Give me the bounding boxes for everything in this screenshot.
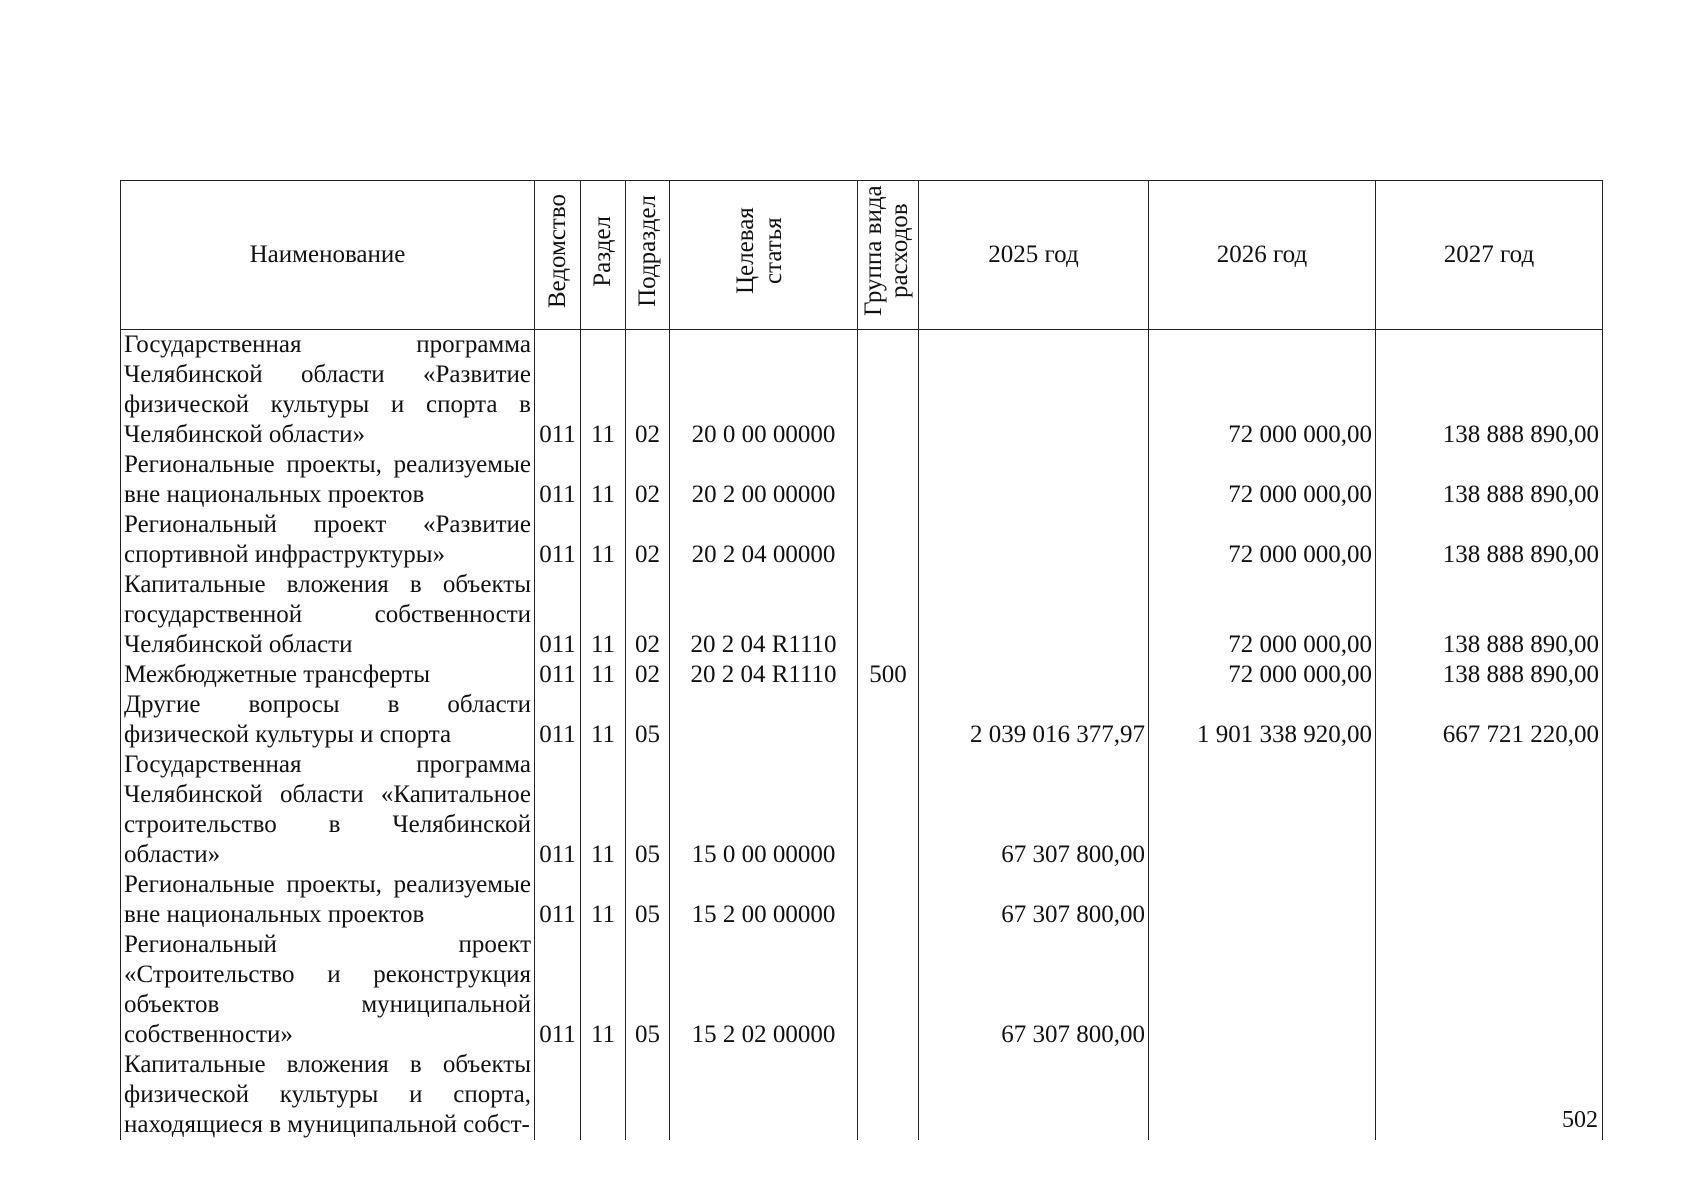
cell-podrazdel: 02: [626, 570, 670, 660]
cell-razdel: 11: [581, 570, 626, 660]
cell-year-2027: 667 721 220,00: [1376, 690, 1603, 750]
cell-year-2025: 2 039 016 377,97: [919, 690, 1149, 750]
cell-year-2025: [919, 660, 1149, 690]
cell-vedomstvo: 011: [535, 930, 581, 1050]
cell-celevaya-statya: [670, 1050, 858, 1140]
cell-podrazdel: 05: [626, 690, 670, 750]
table-row: [121, 750, 1603, 870]
cell-vedomstvo: 011: [535, 690, 581, 750]
cell-podrazdel: 05: [626, 750, 670, 870]
cell-name: Капитальные вложения в объекты физической культуры и спорта, находящиеся в муниципальной собст-: [121, 1050, 535, 1140]
cell-year-2025: 67 307 800,00: [919, 930, 1149, 1050]
cell-gruppa: [858, 690, 919, 750]
cell-razdel: 11: [581, 510, 626, 570]
cell-gruppa: [858, 570, 919, 660]
cell-celevaya-statya: 20 2 04 00000: [670, 510, 858, 570]
cell-podrazdel: 02: [626, 660, 670, 690]
cell-vedomstvo: 011: [535, 660, 581, 690]
cell-vedomstvo: 011: [535, 510, 581, 570]
cell-year-2025: [919, 1050, 1149, 1140]
cell-celevaya-statya: 20 2 00 00000: [670, 450, 858, 510]
table-row: [121, 870, 1603, 930]
cell-year-2026: [1149, 870, 1376, 930]
cell-razdel: 11: [581, 750, 626, 870]
cell-gruppa: [858, 330, 919, 451]
cell-name: Региональные проекты, реализуемые вне национальных проектов: [121, 870, 535, 930]
cell-razdel: [581, 1050, 626, 1140]
cell-year-2027: 138 888 890,00: [1376, 660, 1603, 690]
header-year-2025: 2025 год: [919, 181, 1149, 330]
cell-year-2026: 72 000 000,00: [1149, 450, 1376, 510]
header-name: Наименование: [121, 181, 535, 330]
table-row: [121, 930, 1603, 1050]
table-row: [121, 450, 1603, 510]
cell-year-2025: 67 307 800,00: [919, 750, 1149, 870]
cell-gruppa: 500: [858, 660, 919, 690]
cell-year-2027: [1376, 870, 1603, 930]
cell-gruppa: [858, 450, 919, 510]
table-row: [121, 510, 1603, 570]
cell-name: Межбюджетные трансферты: [121, 660, 535, 690]
header-year-2026: 2026 год: [1149, 181, 1376, 330]
table-row: [121, 690, 1603, 750]
cell-year-2026: 72 000 000,00: [1149, 510, 1376, 570]
table-row: [121, 1050, 1603, 1140]
budget-table: [120, 180, 1603, 1140]
table-row: [121, 570, 1603, 660]
cell-razdel: 11: [581, 660, 626, 690]
cell-celevaya-statya: 20 2 04 R1110: [670, 570, 858, 660]
cell-year-2026: 1 901 338 920,00: [1149, 690, 1376, 750]
cell-name: Региональный проект «Строительство и реконструкция объектов муниципальной собственности»: [121, 930, 535, 1050]
cell-year-2026: 72 000 000,00: [1149, 330, 1376, 451]
cell-vedomstvo: 011: [535, 450, 581, 510]
cell-podrazdel: [626, 1050, 670, 1140]
table-header-row: [121, 181, 1603, 330]
cell-year-2026: 72 000 000,00: [1149, 570, 1376, 660]
cell-year-2025: [919, 330, 1149, 451]
cell-vedomstvo: 011: [535, 570, 581, 660]
cell-year-2026: [1149, 930, 1376, 1050]
cell-gruppa: [858, 870, 919, 930]
cell-celevaya-statya: 15 2 02 00000: [670, 930, 858, 1050]
cell-razdel: 11: [581, 690, 626, 750]
cell-vedomstvo: [535, 1050, 581, 1140]
cell-year-2027: [1376, 750, 1603, 870]
cell-gruppa: [858, 930, 919, 1050]
header-vedomstvo: Ведомство: [535, 181, 581, 330]
cell-year-2027: 138 888 890,00: [1376, 330, 1603, 451]
cell-celevaya-statya: 20 0 00 00000: [670, 330, 858, 451]
cell-year-2026: 72 000 000,00: [1149, 660, 1376, 690]
header-year-2027: 2027 год: [1376, 181, 1603, 330]
cell-podrazdel: 05: [626, 930, 670, 1050]
table-row: [121, 660, 1603, 690]
cell-name: Региональные проекты, реализуемые вне национальных проектов: [121, 450, 535, 510]
header-razdel: Раздел: [581, 181, 626, 330]
cell-year-2026: [1149, 1050, 1376, 1140]
cell-gruppa: [858, 1050, 919, 1140]
cell-razdel: 11: [581, 930, 626, 1050]
table-body: [121, 330, 1603, 1141]
cell-podrazdel: 05: [626, 870, 670, 930]
cell-year-2025: 67 307 800,00: [919, 870, 1149, 930]
table-row: [121, 330, 1603, 451]
cell-year-2026: [1149, 750, 1376, 870]
cell-gruppa: [858, 750, 919, 870]
cell-podrazdel: 02: [626, 510, 670, 570]
cell-gruppa: [858, 510, 919, 570]
cell-podrazdel: 02: [626, 450, 670, 510]
cell-celevaya-statya: 20 2 04 R1110: [670, 660, 858, 690]
cell-year-2027: 138 888 890,00: [1376, 510, 1603, 570]
header-celevaya-statya: Целевая статья: [670, 181, 858, 330]
cell-year-2025: [919, 450, 1149, 510]
cell-vedomstvo: 011: [535, 870, 581, 930]
cell-name: Капитальные вложения в объекты государственной собственности Челябинской области: [121, 570, 535, 660]
cell-celevaya-statya: 15 0 00 00000: [670, 750, 858, 870]
cell-celevaya-statya: 15 2 00 00000: [670, 870, 858, 930]
cell-name: Государственная программа Челябинской области «Капитальное строительство в Челябинской области»: [121, 750, 535, 870]
cell-razdel: 11: [581, 870, 626, 930]
cell-year-2027: [1376, 930, 1603, 1050]
cell-year-2027: 138 888 890,00: [1376, 450, 1603, 510]
cell-name: Региональный проект «Развитие спортивной инфраструктуры»: [121, 510, 535, 570]
cell-year-2027: 138 888 890,00: [1376, 570, 1603, 660]
cell-vedomstvo: 011: [535, 330, 581, 451]
cell-celevaya-statya: [670, 690, 858, 750]
cell-vedomstvo: 011: [535, 750, 581, 870]
header-podrazdel: Подраздел: [626, 181, 670, 330]
cell-razdel: 11: [581, 330, 626, 451]
header-gruppa-vida-rashodov: Группа вида расходов: [858, 181, 919, 330]
cell-razdel: 11: [581, 450, 626, 510]
cell-name: Государственная программа Челябинской области «Развитие физической культуры и спорта в Челябинской области»: [121, 330, 535, 451]
cell-year-2025: [919, 510, 1149, 570]
page-number: 502: [1562, 1107, 1598, 1133]
cell-podrazdel: 02: [626, 330, 670, 451]
cell-year-2025: [919, 570, 1149, 660]
cell-name: Другие вопросы в области физической культуры и спорта: [121, 690, 535, 750]
